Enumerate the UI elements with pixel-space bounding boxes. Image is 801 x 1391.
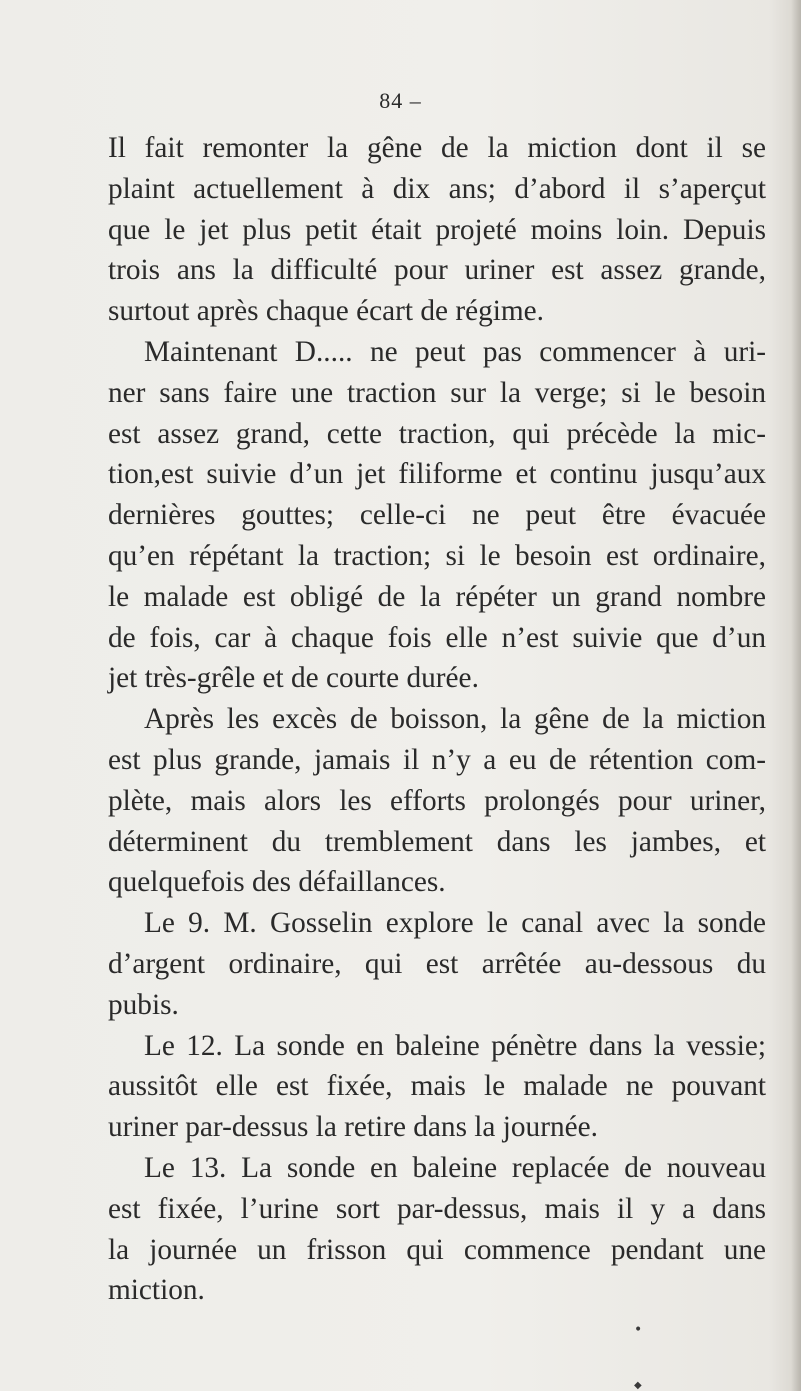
text-line: tion,est suivie d’un jet filiforme et continu jusqu’aux	[108, 458, 766, 491]
text-line: jet très-grêle et de courte durée.	[108, 662, 479, 695]
text-line: aussitôt elle est fixée, mais le malade ne pouvant	[108, 1070, 766, 1103]
text-line: Maintenant D..... ne peut pas commencer à uri-	[144, 335, 766, 368]
text-line: ner sans faire une traction sur la verge; si le besoin	[108, 376, 766, 409]
text-line: trois ans la difficulté pour uriner est assez grande,	[108, 254, 766, 287]
stray-mark: ◆	[634, 1380, 642, 1391]
text-line: Le 13. La sonde en baleine replacée de nouveau	[144, 1151, 766, 1184]
text-line: uriner par-dessus la retire dans la journée.	[108, 1111, 598, 1144]
text-line: surtout après chaque écart de régime.	[108, 295, 544, 328]
text-line: quelquefois des défaillances.	[108, 866, 446, 899]
text-line: Il fait remonter la gêne de la miction dont il se	[108, 132, 766, 164]
page-number: 84 –	[379, 88, 422, 113]
text-line: le malade est obligé de la répéter un grand nombre	[108, 580, 766, 613]
text-line: dernières gouttes; celle-ci ne peut être évacuée	[108, 499, 766, 532]
text-line: est fixée, l’urine sort par-dessus, mais il y a dans	[108, 1192, 766, 1225]
text-line: la journée un frisson qui commence pendant une	[108, 1233, 766, 1266]
text-line: miction.	[108, 1274, 205, 1307]
text-line: que le jet plus petit était projeté moins loin. Depuis	[108, 213, 766, 246]
text-line: qu’en répétant la traction; si le besoin est ordinaire,	[108, 539, 766, 572]
text-line: plète, mais alors les efforts prolongés pour uriner,	[108, 784, 766, 817]
text-line: est assez grand, cette traction, qui précède la mic-	[108, 417, 766, 450]
page-edge-shadow	[791, 0, 801, 1391]
text-line: Le 9. M. Gosselin explore le canal avec la sonde	[144, 907, 766, 940]
text-line: de fois, car à chaque fois elle n’est suivie que d’un	[108, 621, 766, 654]
text-line: Le 12. La sonde en baleine pénètre dans la vessie;	[144, 1029, 766, 1062]
text-line: Après les excès de boisson, la gêne de la miction	[144, 703, 766, 736]
text-line: d’argent ordinaire, qui est arrêtée au-dessous du	[108, 947, 766, 980]
text-line: déterminent du tremblement dans les jambes, et	[108, 825, 766, 858]
text-line: est plus grande, jamais il n’y a eu de rétention com-	[108, 743, 766, 776]
body-text	[108, 128, 766, 1311]
text-line: pubis.	[108, 988, 179, 1021]
text-line: plaint actuellement à dix ans; d’abord il s’aperçut	[108, 172, 766, 205]
stray-mark: •	[634, 1322, 643, 1338]
